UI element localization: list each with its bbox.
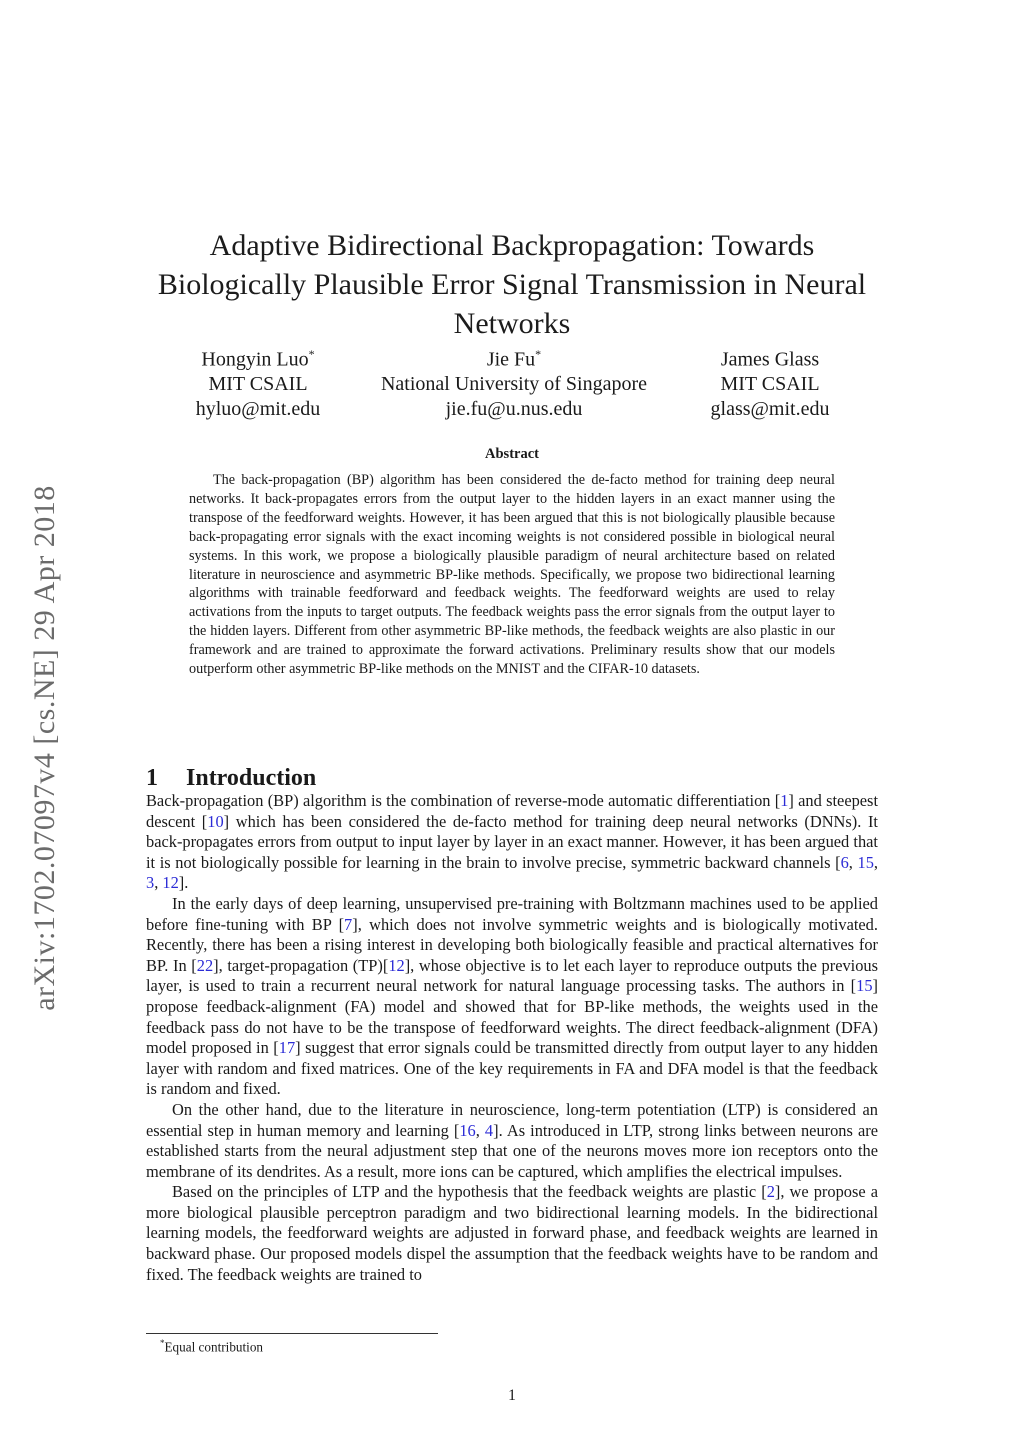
- abstract-heading: Abstract: [485, 446, 539, 462]
- text-run: ], whose objective is to let each layer to reproduce outputs the previous layer, is used to train a recurrent neural network for natural language processing tasks. The authors in [: [146, 955, 878, 996]
- footnote-divider: [146, 1333, 438, 1334]
- author-name: Hongyin Luo: [201, 348, 309, 371]
- author-email: glass@mit.edu: [710, 397, 830, 420]
- citation-link[interactable]: 2: [766, 1182, 775, 1202]
- citation-link[interactable]: 22: [196, 955, 214, 975]
- text-run: ,: [475, 1120, 485, 1140]
- citation-link[interactable]: 15: [857, 852, 874, 872]
- citation-link[interactable]: 7: [344, 914, 353, 934]
- text-run: On the other hand, due to the literature in neuroscience, long-term potentiation (LTP) is considered an essential step in human memory and learning [: [146, 1099, 878, 1140]
- citation-link[interactable]: 4: [484, 1120, 494, 1140]
- paragraph: [146, 791, 878, 894]
- text-run: ,: [154, 873, 163, 893]
- text-run: Back-propagation (BP) algorithm is the combination of reverse-mode automatic differentiation [: [146, 791, 781, 810]
- author-name: James Glass: [720, 348, 820, 371]
- section-title: Introduction: [186, 764, 317, 791]
- citation-link[interactable]: 15: [856, 976, 873, 996]
- page-number: 1: [508, 1387, 516, 1404]
- citation-link[interactable]: 1: [780, 791, 789, 810]
- author-email: hyluo@mit.edu: [195, 397, 321, 420]
- arxiv-identifier: arXiv:1702.07097v4 [cs.NE] 29 Apr 2018: [28, 485, 61, 1011]
- equal-contribution-mark: *: [535, 347, 542, 361]
- author-affiliation: National University of Singapore: [380, 373, 648, 396]
- text-run: ], target-propagation (TP)[: [213, 955, 389, 975]
- citation-link[interactable]: 10: [207, 811, 224, 831]
- citation-link[interactable]: 17: [278, 1038, 296, 1058]
- text-run: ,: [848, 852, 858, 872]
- author-name: Jie Fu: [486, 348, 536, 371]
- abstract-text: The back-propagation (BP) algorithm has been considered the de-facto method for training deep neural networks. It back-propagates errors from the output layer to the hidden layers in an exact manner using the transpose of the feedforward weights. However, it has been argued that this is not biologically plausible because back-propagating error signals with the exact incoming weights is not considered possible in biological neural systems. In this work, we propose a biologically plausible paradigm of neural architecture based on related literature in neuroscience and asymmetric BP-like methods. Specifically, we propose two bidirectional learning algorithms with trainable feedforward and feedback weights. The feedforward weights are used to relay activations from the inputs to target outputs. The feedback weights pass the error signals from the output layer to the hidden layers. Different from other asymmetric BP-like methods, the feedback weights are also plastic in our framework and are trained to approximate the forward activations. Preliminary results show that our models outperform other asymmetric BP-like methods on the MNIST and the CIFAR-10 datasets.: [189, 472, 835, 678]
- text-run: Based on the principles of LTP and the hypothesis that the feedback weights are plastic [: [172, 1182, 767, 1202]
- citation-link[interactable]: 16: [459, 1120, 476, 1140]
- author-affiliation: MIT CSAIL: [208, 373, 308, 396]
- citation-link[interactable]: 3: [146, 873, 155, 893]
- body-text: [146, 791, 878, 1285]
- text-run: ].: [178, 873, 189, 893]
- author-affiliation: MIT CSAIL: [720, 373, 820, 396]
- text-run: ], which does not involve symmetric weights and is biologically motivated. Recently, there has been a rising interest in developing both biologically feasible and practical alternatives for BP. In [: [146, 914, 878, 975]
- text-run: In the early days of deep learning, unsupervised pre-training with Boltzmann machines used to be applied before fine-tuning with BP [: [146, 893, 878, 934]
- citation-link[interactable]: 12: [388, 955, 405, 975]
- text-run: ] propose feedback-alignment (FA) model and showed that for BP-like methods, the weights used in the feedback pass do not have to be the transpose of feedforward weights. The direct feedback-alignment (DFA) model proposed in [: [146, 976, 878, 1058]
- footnote-text: Equal contribution: [164, 1339, 264, 1355]
- author-email: jie.fu@u.nus.edu: [445, 397, 583, 420]
- text-run: ] suggest that error signals could be transmitted directly from output layer to any hidden layer with random and fixed matrices. One of the key requirements in FA and DFA model is that the feedback is random and fixed.: [146, 1038, 879, 1099]
- citation-link[interactable]: 12: [162, 873, 179, 893]
- paragraph: [146, 1182, 878, 1285]
- author-block: [690, 342, 850, 421]
- text-run: ] and steepest descent [: [146, 791, 878, 831]
- footnote: [160, 1338, 263, 1355]
- text-run: ], we propose a more biological plausible perceptron paradigm and two bidirectional learning models. In the bidirectional learning models, the feedforward weights are adjusted in forward phase, and feedback weights are learned in backward phase. Our proposed models dispel the assumption that the feedback weights have to be random and fixed. The feedback weights are trained to: [146, 1182, 878, 1284]
- section-heading: [146, 765, 316, 792]
- section-number: 1: [146, 764, 158, 791]
- paper-title: Adaptive Bidirectional Backpropagation: Towards Biologically Plausible Error Signal Transmission in Neural Networks: [157, 229, 867, 341]
- footnote-mark: *: [160, 1338, 165, 1348]
- paragraph: [146, 894, 878, 1100]
- author-block: [178, 342, 338, 421]
- author-block: [362, 342, 666, 421]
- paragraph: [146, 1100, 878, 1182]
- citation-link[interactable]: 6: [840, 852, 849, 872]
- text-run: ] which has been considered the de-facto method for training deep neural networks (DNNs). It back-propagates errors from output to input layer by layer in an exact manner. However, it has been argued that it is not biologically possible for learning in the brain to involve precise, symmetric backward channels [: [146, 811, 878, 872]
- text-run: ,: [873, 852, 878, 872]
- text-run: ]. As introduced in LTP, strong links between neurons are established starts from the neural adjustment step that one of the neurons moves more ion receptors onto the membrane of its dendrites. As a result, more ions can be captured, which amplifies the electrical impulses.: [146, 1120, 878, 1181]
- equal-contribution-mark: *: [308, 347, 315, 361]
